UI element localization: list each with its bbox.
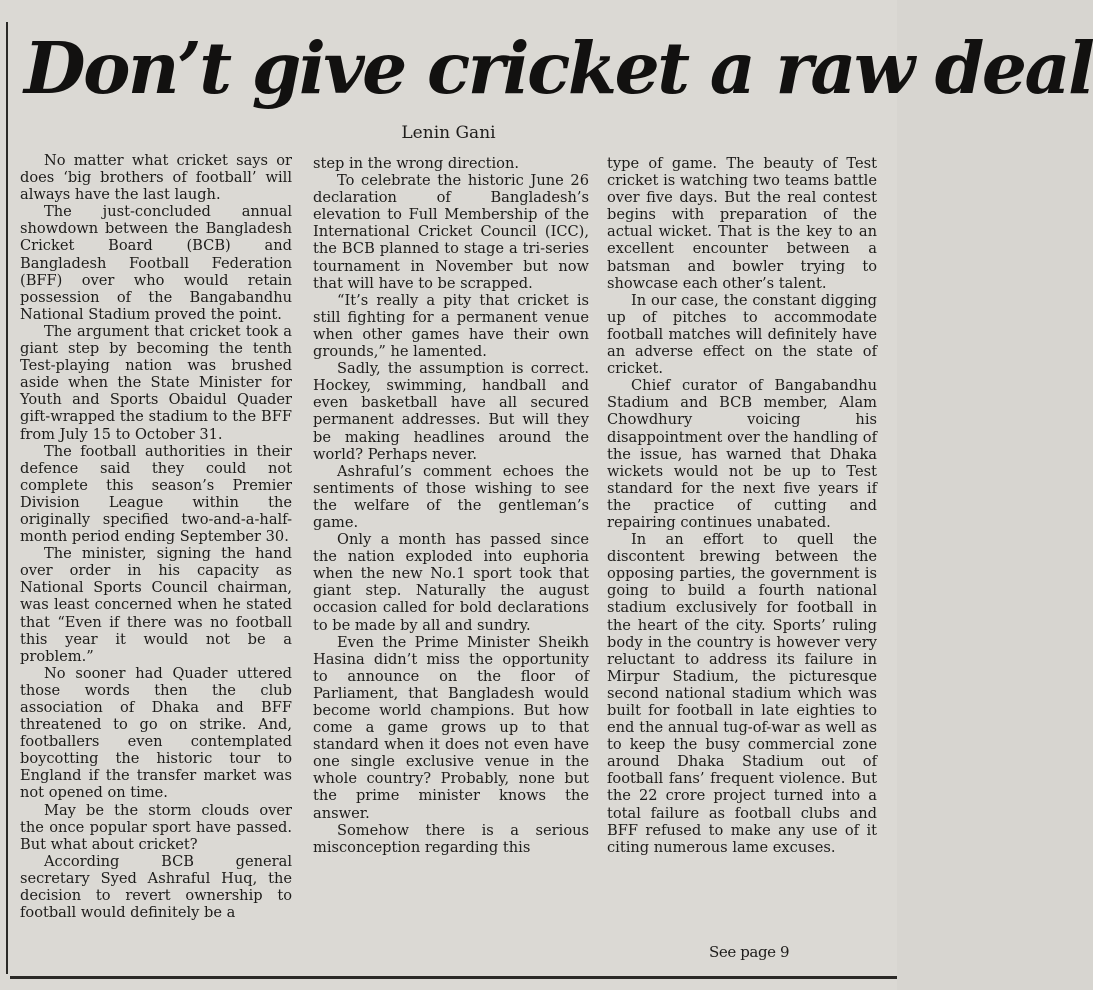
paragraph: In an effort to quell the discontent brewing between the opposing parties, the government is going to build a fourth national stadium exclusively for football in the heart of the city. Sports’ ruling body in the country is however very reluctant to address its failure in Mirpur Stadium, the picturesque second national stadium which was built for football in late eighties to end the annual tug-of-war as well as to keep the busy commercial zone around Dhaka Stadium out of football fans’ frequent violence. But the 22 crore project turned into a total failure as football clubs and BFF refused to make any use of it citing numerous lame excuses. (607, 531, 877, 856)
paragraph: Only a month has passed since the nation exploded into euphoria when the new No.1 sport took that giant step. Naturally the august occasion called for bold declarations to be made by all and sundry. (313, 531, 589, 634)
paragraph: In our case, the constant digging up of pitches to accommodate football matches will definitely have an adverse effect on the state of cricket. (607, 291, 877, 378)
paragraph-continued: type of game. The beauty of Test cricket is watching two teams battle over five days. But the real contest begins with preparation of the actual wicket. That is the key to an excellent encounter between a batsman and bowler trying to showcase each other’s talent. (607, 155, 877, 292)
paragraph: No sooner had Quader uttered those words then the club association of Dhaka and BFF threatened to go on strike. And, footballers even contemplated boycotting the historic tour to England if the transfer market was not opened on time. (20, 664, 292, 802)
paragraph: Somehow there is a serious misconception regarding this (313, 821, 589, 856)
paragraph: The just-concluded annual showdown between the Bangladesh Cricket Board (BCB) and Bangladesh Football Federation (BFF) over who would retain possession of the Bangabandhu National Stadium proved the point. (20, 203, 292, 323)
article-column-2 (313, 155, 589, 856)
paragraph: No matter what cricket says or does ‘big brothers of football’ will always have the last laugh. (20, 152, 292, 204)
paragraph: “It’s really a pity that cricket is still fighting for a permanent venue when other games have their own grounds,” he lamented. (313, 291, 589, 361)
left-column-rule (6, 22, 8, 974)
paragraph: Ashraful’s comment echoes the sentiments of those wishing to see the welfare of the gentleman’s game. (313, 462, 589, 531)
article-column-1 (20, 152, 292, 921)
continuation-reference: See page 9 (709, 943, 790, 961)
byline: Lenin Gani (401, 123, 496, 143)
paragraph: According BCB general secretary Syed Ashraful Huq, the decision to revert ownership to football would definitely be a (20, 852, 292, 922)
article-column-3 (607, 155, 877, 856)
paragraph: The minister, signing the hand over order in his capacity as National Sports Council chairman, was least concerned when he stated that “Even if there was no football this year it would not be a problem.” (20, 545, 292, 665)
bottom-rule (10, 976, 897, 979)
paragraph: To celebrate the historic June 26 declaration of Bangladesh’s elevation to Full Membership of the International Cricket Council (ICC), the BCB planned to stage a tri-series tournament in November but now that will have to be scrapped. (313, 172, 589, 292)
paragraph-continued: step in the wrong direction. (313, 155, 520, 172)
paragraph: Chief curator of Bangabandhu Stadium and BCB member, Alam Chowdhury voicing his disappointment over the handling of the issue, has warned that Dhaka wickets would not be up to Test standard for the next five years if the practice of cutting and repairing continues unabated. (607, 377, 877, 531)
paragraph: The argument that cricket took a giant step by becoming the tenth Test-playing nation was brushed aside when the State Minister for Youth and Sports Obaidul Quader gift-wrapped the stadium to the BFF from July 15 to October 31. (20, 322, 292, 443)
paragraph: Even the Prime Minister Sheikh Hasina didn’t miss the opportunity to announce on the floor of Parliament, that Bangladesh would become world champions. But how come a game grows up to that standard when it does not even have one single exclusive venue in the whole country? Probably, none but the prime minister knows the answer. (313, 633, 589, 822)
paragraph: The football authorities in their defence said they could not complete this season’s Premier Division League within the originally specified two-and-a-half-month period ending September 30. (20, 442, 292, 546)
paragraph: May be the storm clouds over the once popular sport have passed. But what about cricket? (20, 801, 292, 853)
paragraph: Sadly, the assumption is correct. Hockey, swimming, handball and even basketball have all secured permanent addresses. But will they be making headlines around the world? Perhaps never. (313, 360, 589, 463)
headline: Don’t give cricket a raw deal (24, 26, 1093, 110)
